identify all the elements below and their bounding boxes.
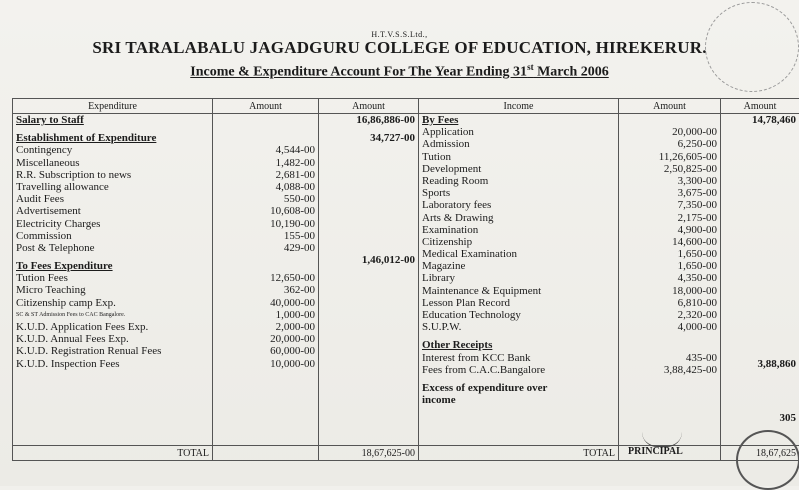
establishment-item-amount: 1,482-00 xyxy=(216,157,315,169)
col-amount-4: Amount xyxy=(721,99,799,114)
establishment-total: 34,727-00 xyxy=(322,132,415,144)
fees-expenditure-item-amount: 362-00 xyxy=(216,284,315,296)
income-fee-item-amount: 6,810-00 xyxy=(622,297,717,309)
other-receipt-amount: 3,88,425-00 xyxy=(622,364,717,376)
establishment-item-amount: 4,088-00 xyxy=(216,181,315,193)
ledger-table xyxy=(12,98,799,461)
college-title: SRI TARALABALU JAGADGURU COLLEGE OF EDUCATION, HIREKERUR. xyxy=(0,38,799,58)
establishment-item-amount: 2,681-00 xyxy=(216,169,315,181)
fees-expenditure-item-label: K.U.D. Application Fees Exp. xyxy=(16,321,209,333)
establishment-label: Establishment of Expenditure xyxy=(16,132,209,144)
fees-expenditure-item-label: SC & ST Admission Fees to CAC Bangalore. xyxy=(16,309,209,321)
establishment-item-label: Post & Telephone xyxy=(16,242,209,254)
fees-expenditure-item-amount: 1,000-00 xyxy=(216,309,315,321)
income-fee-item-label: Examination xyxy=(422,224,615,236)
fees-expenditure-item-amount: 20,000-00 xyxy=(216,333,315,345)
salary-label: Salary to Staff xyxy=(16,114,209,126)
establishment-item-amount: 4,544-00 xyxy=(216,144,315,156)
income-fee-item-label: Reading Room xyxy=(422,175,615,187)
col-amount-2: Amount xyxy=(319,99,419,114)
establishment-item-label: Commission xyxy=(16,230,209,242)
income-fee-item-amount: 4,350-00 xyxy=(622,272,717,284)
establishment-item-label: Electricity Charges xyxy=(16,218,209,230)
fees-expenditure-item-label: K.U.D. Annual Fees Exp. xyxy=(16,333,209,345)
income-fee-item-label: Development xyxy=(422,163,615,175)
establishment-item-label: Contingency xyxy=(16,144,209,156)
col-amount-3: Amount xyxy=(619,99,721,114)
income-fee-item-label: Laboratory fees xyxy=(422,199,615,211)
fees-expenditure-label: To Fees Expenditure xyxy=(16,260,209,272)
establishment-item-amount: 10,190-00 xyxy=(216,218,315,230)
fees-expenditure-item-amount: 40,000-00 xyxy=(216,297,315,309)
establishment-item-amount: 10,608-00 xyxy=(216,205,315,217)
fees-expenditure-item-amount: 60,000-00 xyxy=(216,345,315,357)
fees-expenditure-item-amount: 2,000-00 xyxy=(216,321,315,333)
income-fee-item-amount: 2,50,825-00 xyxy=(622,163,717,175)
org-name: H.T.V.S.S.Ltd., xyxy=(0,30,799,39)
income-fee-item-label: Library xyxy=(422,272,615,284)
income-fee-item-amount: 11,26,605-00 xyxy=(622,151,717,163)
income-fee-item-amount: 1,650-00 xyxy=(622,260,717,272)
income-fee-item-label: Sports xyxy=(422,187,615,199)
establishment-item-amount: 155-00 xyxy=(216,230,315,242)
establishment-item-label: Audit Fees xyxy=(16,193,209,205)
total-label-right: TOTAL xyxy=(419,446,619,461)
income-fee-item-amount: 6,250-00 xyxy=(622,138,717,150)
total-label-left: TOTAL xyxy=(13,446,213,461)
other-receipts-total: 3,88,860 xyxy=(724,358,796,370)
income-fee-item-label: Application xyxy=(422,126,615,138)
principal-title: PRINCIPAL xyxy=(628,446,683,457)
account-title: Income & Expenditure Account For The Year Ending 31st March 2006 xyxy=(0,62,799,81)
establishment-item-amount: 550-00 xyxy=(216,193,315,205)
income-fee-item-amount: 1,650-00 xyxy=(622,248,717,260)
fees-expenditure-item-label: Tution Fees xyxy=(16,272,209,284)
fees-expenditure-item-label: Citizenship camp Exp. xyxy=(16,297,209,309)
establishment-item-label: Miscellaneous xyxy=(16,157,209,169)
income-fee-item-label: Magazine xyxy=(422,260,615,272)
fees-expenditure-item-amount: 10,000-00 xyxy=(216,358,315,370)
income-fee-item-label: Arts & Drawing xyxy=(422,212,615,224)
seal-stamp-bottom xyxy=(736,430,799,490)
income-fee-item-label: S.U.P.W. xyxy=(422,321,615,333)
establishment-item-label: R.R. Subscription to news xyxy=(16,169,209,181)
fees-expenditure-item-label: K.U.D. Inspection Fees xyxy=(16,358,209,370)
col-amount-1: Amount xyxy=(213,99,319,114)
income-fee-item-label: Admission xyxy=(422,138,615,150)
expenditure-totals xyxy=(319,114,419,446)
salary-total: 16,86,886-00 xyxy=(322,114,415,126)
expenditure-labels xyxy=(13,114,213,446)
income-totals xyxy=(721,114,799,446)
excess-amount: 305 xyxy=(724,412,796,424)
other-receipts-label: Other Receipts xyxy=(422,339,615,351)
income-fee-item-amount: 2,320-00 xyxy=(622,309,717,321)
income-fee-item-label: Tution xyxy=(422,151,615,163)
by-fees-total: 14,78,460 xyxy=(724,114,796,126)
income-fee-item-amount: 18,000-00 xyxy=(622,285,717,297)
income-amounts xyxy=(619,114,721,446)
income-fee-item-label: Lesson Plan Record xyxy=(422,297,615,309)
total-left: 18,67,625-00 xyxy=(319,446,419,461)
income-fee-item-amount: 2,175-00 xyxy=(622,212,717,224)
fees-expenditure-item-label: Micro Teaching xyxy=(16,284,209,296)
income-fee-item-amount: 7,350-00 xyxy=(622,199,717,211)
col-expenditure: Expenditure xyxy=(13,99,213,114)
excess-label-2: income xyxy=(422,394,615,406)
income-fee-item-amount: 20,000-00 xyxy=(622,126,717,138)
fees-expenditure-item-amount: 12,650-00 xyxy=(216,272,315,284)
total-right: 18,67,625 xyxy=(721,446,799,461)
fees-expenditure-total: 1,46,012-00 xyxy=(322,254,415,266)
income-labels xyxy=(419,114,619,446)
income-fee-item-label: Citizenship xyxy=(422,236,615,248)
excess-label-1: Excess of expenditure over xyxy=(422,382,615,394)
other-receipt-label: Fees from C.A.C.Bangalore xyxy=(422,364,615,376)
income-fee-item-label: Maintenance & Equipment xyxy=(422,285,615,297)
expenditure-amounts xyxy=(213,114,319,446)
income-fee-item-amount: 3,300-00 xyxy=(622,175,717,187)
by-fees-label: By Fees xyxy=(422,114,615,126)
other-receipt-label: Interest from KCC Bank xyxy=(422,352,615,364)
other-receipt-amount: 435-00 xyxy=(622,352,717,364)
income-fee-item-amount: 4,900-00 xyxy=(622,224,717,236)
col-income: Income xyxy=(419,99,619,114)
establishment-item-amount: 429-00 xyxy=(216,242,315,254)
income-fee-item-label: Medical Examination xyxy=(422,248,615,260)
fees-expenditure-item-label: K.U.D. Registration Renual Fees xyxy=(16,345,209,357)
income-fee-item-amount: 3,675-00 xyxy=(622,187,717,199)
income-fee-item-amount: 4,000-00 xyxy=(622,321,717,333)
establishment-item-label: Advertisement xyxy=(16,205,209,217)
income-fee-item-amount: 14,600-00 xyxy=(622,236,717,248)
income-fee-item-label: Education Technology xyxy=(422,309,615,321)
establishment-item-label: Travelling allowance xyxy=(16,181,209,193)
